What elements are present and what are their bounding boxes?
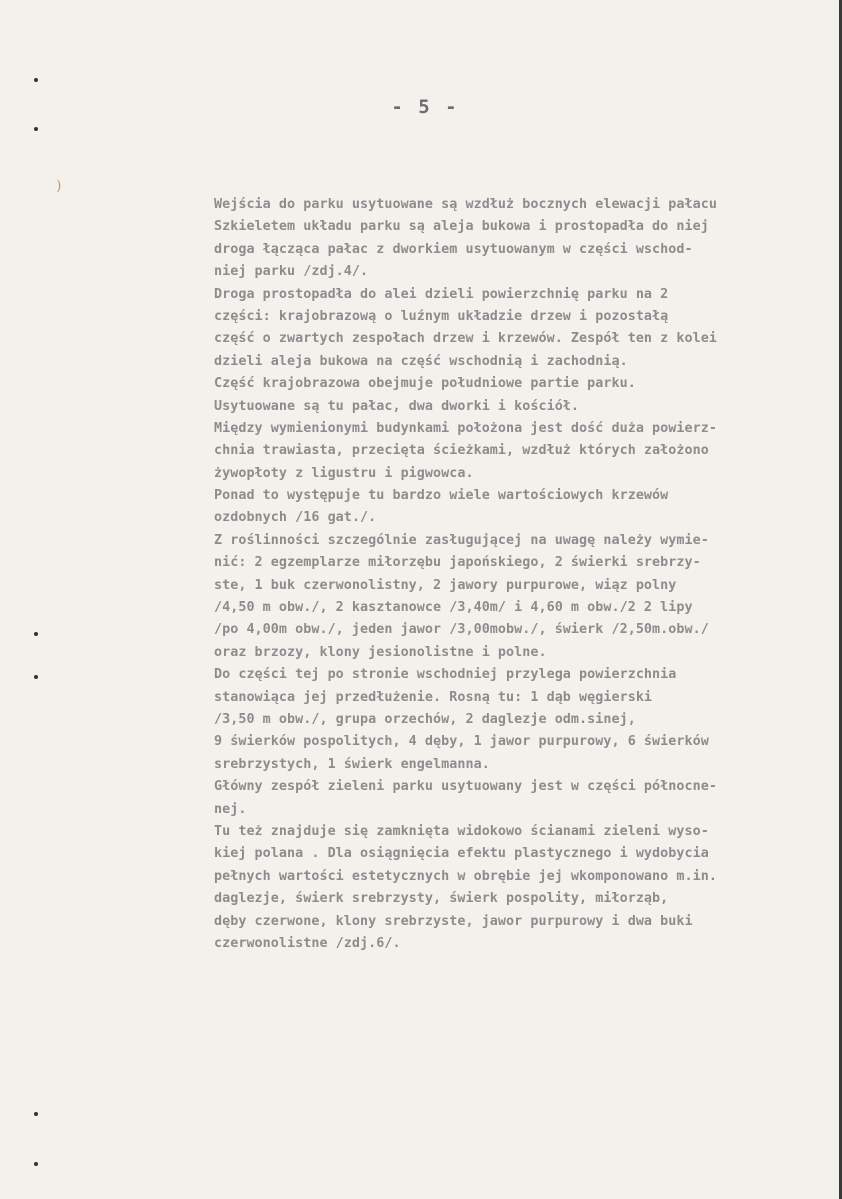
text-line: /po 4,00m obw./, jeden jawor /3,00mobw./, świerk /2,50m.obw./ (214, 622, 709, 638)
text-line: żywopłoty z ligustru i pigwowca. (214, 465, 474, 481)
text-line: Wejścia do parku usytuowane są wzdłuż bocznych elewacji pałacu (214, 197, 717, 212)
text-line: srebrzystych, 1 świerk engelmanna. (214, 756, 490, 772)
text-line: Część krajobrazowa obejmuje południowe partie parku. (214, 376, 636, 392)
text-line: nić: 2 egzemplarze miłorzębu japońskiego, 2 świerki srebrzy- (214, 555, 701, 571)
text-line: stanowiąca jej przedłużenie. Rosną tu: 1 dąb węgierski (214, 689, 653, 705)
page-number: - 5 - (391, 96, 459, 118)
text-line: nej. (214, 801, 247, 817)
text-line: Między wymienionymi budynkami położona jest dość duża powierz- (214, 420, 717, 436)
text-line: pełnych wartości estetycznych w obrębie jej wkomponowano m.in. (214, 868, 717, 884)
text-line: dzieli aleja bukowa na część wschodnią i zachodnią. (214, 353, 628, 369)
text-line: dęby czerwone, klony srebrzyste, jawor purpurowy i dwa buki (214, 913, 693, 929)
text-line: 9 świerków pospolitych, 4 dęby, 1 jawor purpurowy, 6 świerków (214, 734, 709, 750)
text-line: /4,50 m obw./, 2 kasztanowce /3,40m/ i 4,60 m obw./2 2 lipy (214, 600, 693, 616)
margin-dot (34, 1112, 38, 1116)
text-line: Tu też znajduje się zamknięta widokowo ścianami zieleni wyso- (214, 823, 709, 839)
margin-dot (34, 632, 38, 636)
margin-dot (34, 78, 38, 82)
text-line: niej parku /zdj.4/. (214, 264, 369, 280)
text-line: czerwonolistne /zdj.6/. (214, 935, 401, 951)
body-text (214, 194, 840, 955)
text-line: chnia trawiasta, przecięta ścieżkami, wzdłuż których założono (214, 443, 709, 459)
text-line: ste, 1 buk czerwonolistny, 2 jawory purpurowe, wiąz polny (214, 577, 677, 593)
text-line: Droga prostopadła do alei dzieli powierzchnię parku na 2 (214, 286, 669, 302)
margin-dot (34, 127, 38, 131)
text-line: daglezje, świerk srebrzysty, świerk pospolity, miłorząb, (214, 891, 669, 907)
text-line: Do części tej po stronie wschodniej przylega powierzchnia (214, 667, 677, 683)
text-line: /3,50 m obw./, grupa orzechów, 2 daglezje odm.sinej, (214, 711, 636, 727)
text-line: Szkieletem układu parku są aleja bukowa i prostopadła do niej (214, 219, 709, 235)
text-line: Z roślinności szczególnie zasługującej na uwagę należy wymie- (214, 532, 709, 548)
margin-dot (34, 1162, 38, 1166)
text-line: Usytuowane są tu pałac, dwa dworki i kościół. (214, 398, 580, 414)
text-line: kiej polana . Dla osiągnięcia efektu plastycznego i wydobycia (214, 846, 709, 862)
text-line: części: krajobrazową o luźnym układzie drzew i pozostałą (214, 308, 669, 324)
text-line: oraz brzozy, klony jesionolistne i polne. (214, 644, 547, 660)
text-line: droga łącząca pałac z dworkiem usytuowanym w części wschod- (214, 241, 693, 257)
margin-paren-mark: ) (56, 178, 62, 194)
text-line: Główny zespół zieleni parku usytuowany jest w części północne- (214, 779, 717, 795)
margin-dot (34, 675, 38, 679)
text-line: Ponad to występuje tu bardzo wiele wartościowych krzewów (214, 488, 669, 504)
text-line: część o zwartych zespołach drzew i krzewów. Zespół ten z kolei (214, 331, 717, 347)
text-line: ozdobnych /16 gat./. (214, 510, 377, 526)
